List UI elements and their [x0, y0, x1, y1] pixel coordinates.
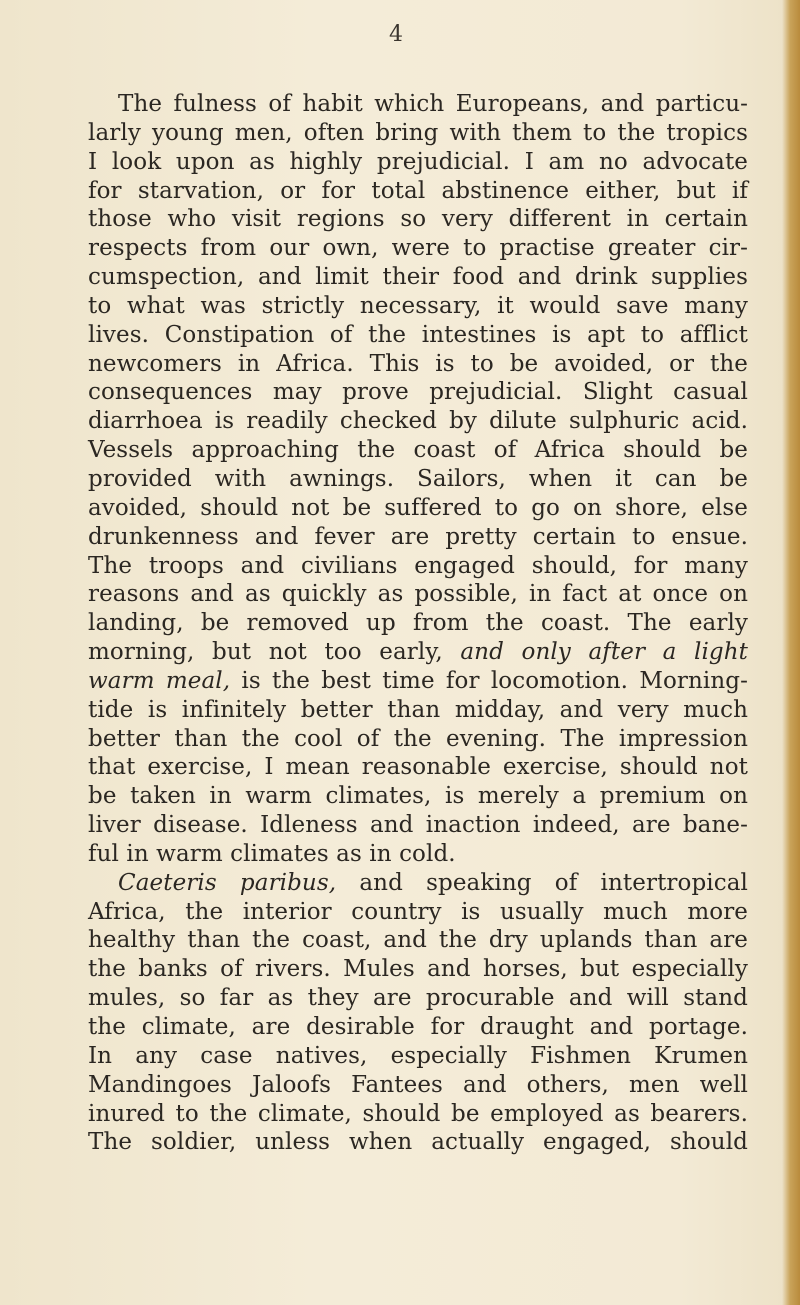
text-line	[88, 177, 748, 206]
line-text: reasons and as quickly as possible, in fact at once on	[88, 581, 748, 608]
line-text: Vessels approaching the coast of Africa should be	[88, 437, 748, 464]
text-line	[88, 436, 748, 465]
line-text: for starvation, or for total abstinence either, but if	[88, 177, 748, 204]
text-line	[88, 523, 748, 552]
text-line	[88, 465, 748, 494]
text-line	[88, 378, 748, 407]
line-text: the climate, are desirable for draught and portage.	[88, 1014, 748, 1040]
line-text: In any case natives, especially Fishmen Krumen	[88, 1042, 748, 1069]
line-text: The soldier, unless when actually engaged, should	[88, 1129, 748, 1156]
body-text	[88, 90, 748, 1157]
line-text: lives. Constipation of the intestines is apt to afflict	[88, 321, 748, 348]
line-text: landing, be removed up from the coast. The early	[88, 610, 748, 637]
line-text: mules, so far as they are procurable and will stand	[88, 985, 748, 1012]
line-text: ful in warm climates as in cold.	[88, 840, 456, 867]
line-text: better than the cool of the evening. The impression	[88, 725, 748, 752]
page-edge	[782, 0, 800, 1305]
line-text: The troops and civilians engaged should, for many	[88, 552, 748, 579]
line-text: healthy than the coast, and the dry uplands than are	[88, 927, 748, 954]
line-text: inured to the climate, should be employed as bearers.	[88, 1100, 748, 1127]
line-text: Mandingoes Jaloofs Fantees and others, men well	[88, 1071, 748, 1098]
text-line	[88, 609, 748, 638]
line-text: respects from our own, were to practise greater cir-	[88, 235, 748, 262]
line-text: tide is infinitely better than midday, and very much	[88, 696, 748, 723]
line-text: drunkenness and fever are pretty certain to ensue.	[88, 523, 748, 550]
line-text: larly young men, often bring with them to the tropics	[88, 119, 748, 146]
line-text: morning, but not too early,	[88, 639, 461, 666]
text-line	[88, 696, 748, 725]
text-line	[88, 926, 748, 955]
text-line	[88, 407, 748, 436]
text-line	[88, 638, 748, 667]
text-line	[88, 148, 748, 177]
text-line	[88, 1071, 748, 1100]
text-line	[88, 1042, 748, 1071]
line-text: the banks of rivers. Mules and horses, but especially	[88, 956, 748, 983]
line-text: is the best time for locomotion. Morning-	[230, 667, 748, 694]
line-text: cumspection, and limit their food and drink supplies	[88, 264, 748, 291]
italic-text: Caeteris paribus,	[118, 869, 337, 896]
line-text: and speaking of intertropical	[336, 869, 748, 896]
line-text: to what was strictly necessary, it would save many	[88, 292, 748, 319]
text-line	[88, 119, 748, 148]
text-line	[88, 552, 748, 581]
text-line	[88, 725, 748, 754]
text-line	[88, 811, 748, 840]
line-text: newcomers in Africa. This is to be avoided, or the	[88, 350, 748, 377]
text-line	[88, 840, 748, 869]
text-line	[88, 984, 748, 1013]
text-line	[88, 955, 748, 984]
text-line	[88, 1100, 748, 1129]
text-line	[88, 90, 748, 119]
text-line	[88, 1013, 748, 1042]
line-text: provided with awnings. Sailors, when it can be	[88, 465, 748, 492]
text-line	[88, 350, 748, 379]
text-line	[88, 263, 748, 292]
italic-text: and only after a light	[460, 639, 748, 666]
line-text: The fulness of habit which Europeans, and particu-	[118, 91, 748, 117]
text-line	[88, 494, 748, 523]
text-line	[88, 782, 748, 811]
italic-text: warm meal,	[88, 667, 231, 694]
text-line	[88, 1128, 748, 1157]
line-text: I look upon as highly prejudicial. I am no advocate	[88, 148, 748, 175]
text-line	[88, 898, 748, 927]
line-text: liver disease. Idleness and inaction indeed, are bane-	[88, 812, 748, 839]
line-text: that exercise, I mean reasonable exercise, should not	[88, 754, 748, 781]
text-line	[88, 869, 748, 898]
page-number: 4	[389, 22, 403, 47]
text-line	[88, 205, 748, 234]
text-line	[88, 753, 748, 782]
line-text: be taken in warm climates, is merely a premium on	[88, 783, 748, 810]
line-text: consequences may prove prejudicial. Slight casual	[88, 379, 748, 406]
text-line	[88, 292, 748, 321]
text-line	[88, 321, 748, 350]
text-line	[88, 580, 748, 609]
line-text: diarrhoea is readily checked by dilute sulphuric acid.	[88, 408, 748, 435]
line-text: those who visit regions so very different in certain	[88, 206, 748, 233]
text-line	[88, 234, 748, 263]
line-text: avoided, should not be suffered to go on shore, else	[88, 494, 748, 521]
text-line	[88, 667, 748, 696]
line-text: Africa, the interior country is usually much more	[88, 898, 748, 925]
